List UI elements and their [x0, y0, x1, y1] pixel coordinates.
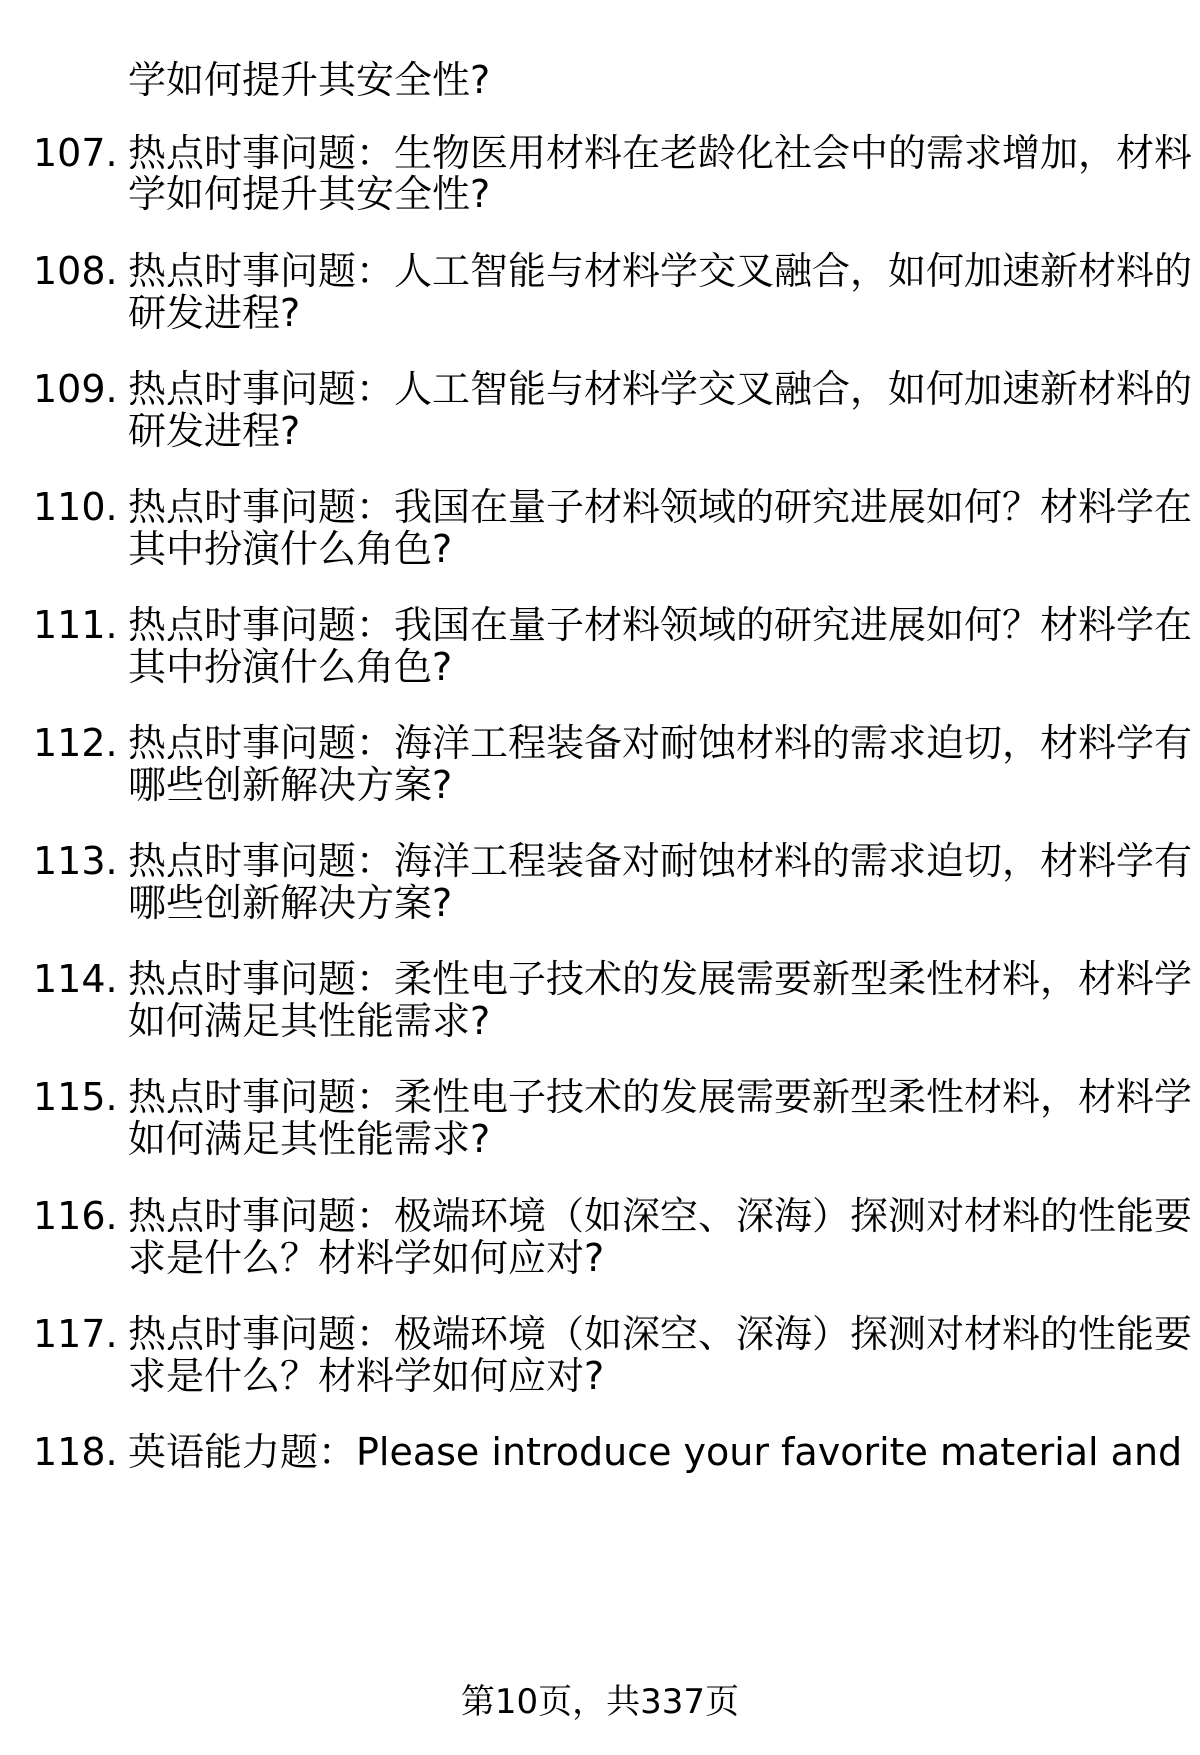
question-text-line: 求是什么？材料学如何应对? — [128, 1236, 605, 1280]
question-text-line: 英语能力题：Please introduce your favorite material and — [128, 1430, 1183, 1474]
question-text-line: 热点时事问题：人工智能与材料学交叉融合，如何加速新材料的 — [128, 249, 1193, 293]
question-number: 109. — [33, 367, 118, 411]
question-number: 116. — [33, 1194, 118, 1238]
question-number: 115. — [33, 1075, 118, 1119]
question-text-line: 其中扮演什么角色? — [128, 645, 453, 689]
question-text-line: 热点时事问题：海洋工程装备对耐蚀材料的需求迫切，材料学有 — [128, 839, 1193, 883]
question-text-line: 研发进程? — [128, 291, 301, 335]
question-text-line: 热点时事问题：海洋工程装备对耐蚀材料的需求迫切，材料学有 — [128, 721, 1193, 765]
question-number: 117. — [33, 1312, 118, 1356]
question-text-line: 研发进程? — [128, 409, 301, 453]
page-footer: 第10页，共337页 — [460, 1682, 740, 1722]
question-number: 118. — [33, 1430, 118, 1474]
question-text-line: 热点时事问题：极端环境（如深空、深海）探测对材料的性能要 — [128, 1194, 1193, 1238]
question-number: 113. — [33, 839, 118, 883]
question-text-line: 如何满足其性能需求? — [128, 999, 491, 1043]
question-text-line: 热点时事问题：极端环境（如深空、深海）探测对材料的性能要 — [128, 1312, 1193, 1356]
question-text-line: 求是什么？材料学如何应对? — [128, 1354, 605, 1398]
question-text-line: 热点时事问题：生物医用材料在老龄化社会中的需求增加，材料 — [128, 131, 1193, 175]
question-number: 110. — [33, 485, 118, 529]
question-text-line: 如何满足其性能需求? — [128, 1117, 491, 1161]
question-text-line: 哪些创新解决方案? — [128, 763, 453, 807]
question-text-line: 热点时事问题：柔性电子技术的发展需要新型柔性材料，材料学 — [128, 1075, 1193, 1119]
question-text-line: 热点时事问题：我国在量子材料领域的研究进展如何？材料学在 — [128, 485, 1193, 529]
question-text-line: 其中扮演什么角色? — [128, 527, 453, 571]
question-text-line: 学如何提升其安全性? — [128, 58, 491, 102]
question-number: 112. — [33, 721, 118, 765]
question-number: 114. — [33, 957, 118, 1001]
question-number: 111. — [33, 603, 118, 647]
question-number: 107. — [33, 131, 118, 175]
question-text-line: 学如何提升其安全性? — [128, 172, 491, 216]
question-text-line: 哪些创新解决方案? — [128, 881, 453, 925]
question-text-line: 热点时事问题：我国在量子材料领域的研究进展如何？材料学在 — [128, 603, 1193, 647]
question-text-line: 热点时事问题：柔性电子技术的发展需要新型柔性材料，材料学 — [128, 957, 1193, 1001]
question-number: 108. — [33, 249, 118, 293]
question-text-line: 热点时事问题：人工智能与材料学交叉融合，如何加速新材料的 — [128, 367, 1193, 411]
